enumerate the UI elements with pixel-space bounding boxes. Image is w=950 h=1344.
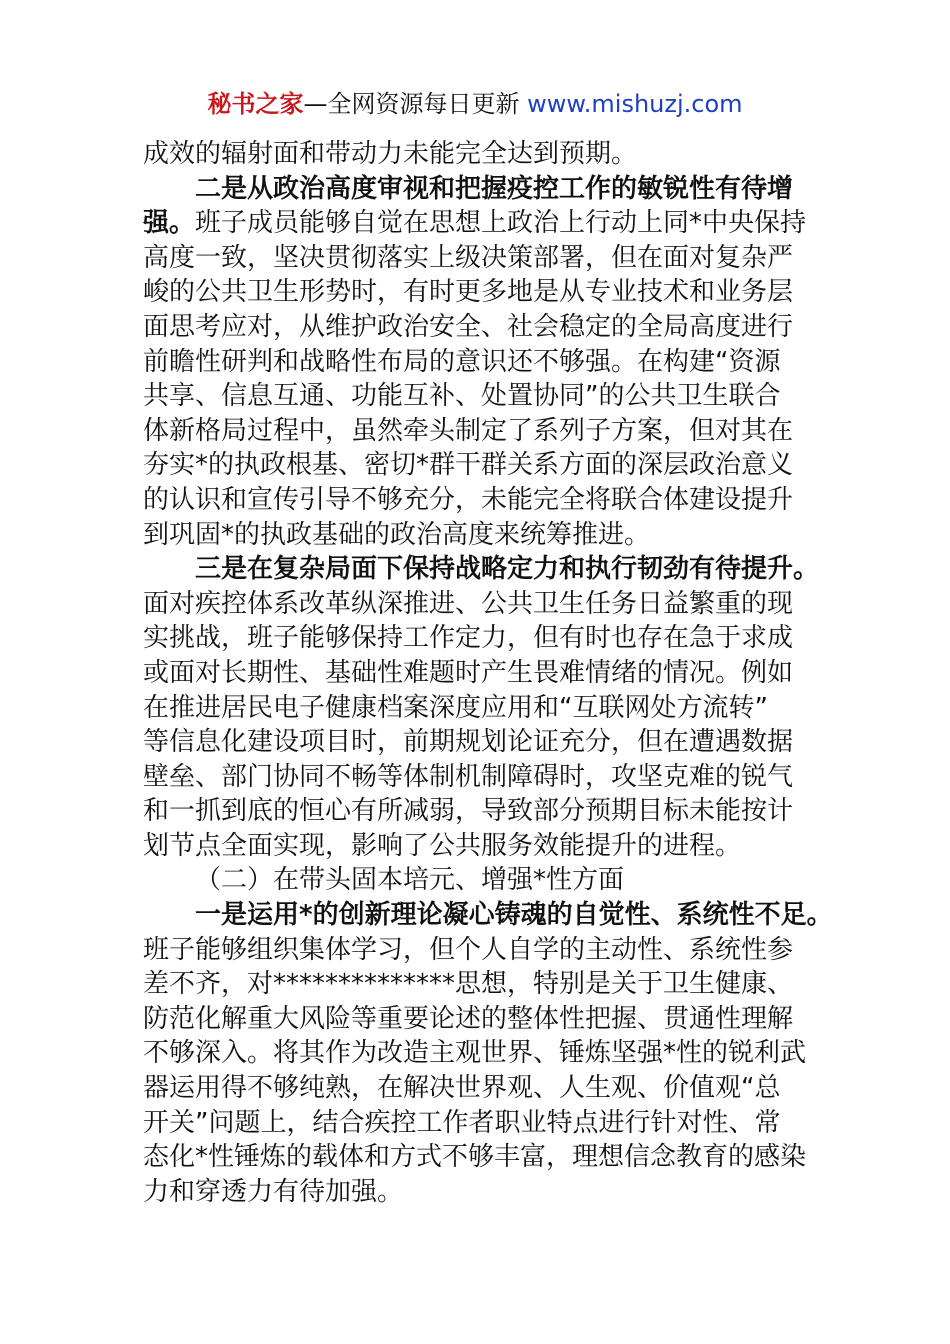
body-text: 前瞻性研判和战略性布局的意识还不够强。在构建“资源: [143, 346, 781, 377]
text-line: [143, 241, 807, 276]
body-text: 高度一致，坚决贯彻落实上级决策部署，但在面对复杂严: [143, 242, 794, 273]
text-line: [143, 898, 833, 933]
text-line: [143, 137, 807, 172]
text-line: [143, 414, 807, 449]
body-text: 态化*性锤炼的载体和方式不够丰富，理想信念教育的感染: [143, 1142, 807, 1173]
body-text: 防范化解重大风险等重要论述的整体性把握、贯通性理解: [143, 1003, 794, 1034]
body-text: 器运用得不够纯熟，在解决世界观、人生观、价值观“总: [143, 1073, 781, 1104]
text-line: [143, 725, 807, 760]
body-text: 的认识和宣传引导不够充分，未能完全将联合体建设提升: [143, 484, 794, 515]
text-line: [143, 1175, 807, 1210]
body-text: （二）在带头固本培元、增强*性方面: [195, 865, 625, 896]
text-line: [143, 587, 807, 622]
text-line: [143, 967, 807, 1002]
text-line: [143, 448, 807, 483]
body-text: 壁垒、部门协同不畅等体制机制障碍时，攻坚克难的锐气: [143, 761, 794, 792]
body-text: 体新格局过程中，虽然牵头制定了系列子方案，但对其在: [143, 415, 794, 446]
text-line: [143, 691, 807, 726]
site-url-link[interactable]: www.mishuzj.com: [527, 90, 743, 118]
body-text: 等信息化建设项目时，前期规划论证充分，但在遭遇数据: [143, 727, 794, 758]
body-text: 差不齐，对**************思想，特别是关于卫生健康、: [143, 969, 794, 1000]
body-text: 在推进居民电子健康档案深度应用和“互联网处方流转”: [143, 692, 768, 723]
body-text: 班子能够组织集体学习，但个人自学的主动性、系统性参: [143, 934, 794, 965]
text-line: [143, 483, 807, 518]
body-text: 划节点全面实现，影响了公共服务效能提升的进程。: [143, 830, 742, 861]
body-text: 成效的辐射面和带动力未能完全达到预期。: [143, 139, 638, 169]
header-slogan: —全网资源每日更新: [303, 90, 528, 118]
text-line: [143, 1106, 807, 1141]
text-line: [143, 172, 807, 207]
body-text: 面思考应对，从维护政治安全、社会稳定的全局高度进行: [143, 311, 794, 342]
text-line: [143, 1140, 807, 1175]
text-line: [143, 379, 807, 414]
document-body: [143, 137, 833, 1209]
text-line: [143, 345, 807, 380]
text-line: [143, 518, 807, 553]
bold-heading-text: 一是运用*的创新理论凝心铸魂的自觉性、系统性不足。: [195, 900, 833, 931]
text-line: [143, 1036, 807, 1071]
bold-heading-text: 三是在复杂局面下保持战略定力和执行韧劲有待提升。: [195, 554, 820, 585]
text-line: [143, 206, 807, 241]
text-line: [143, 621, 807, 656]
bold-heading-text: 二是从政治高度审视和把握疫控工作的敏锐性有待增: [195, 173, 794, 204]
body-text: 面对疾控体系改革纵深推进、公共卫生任务日益繁重的现: [143, 588, 794, 619]
body-text: 夯实*的执政根基、密切*群干群关系方面的深层政治意义: [143, 450, 794, 481]
body-text: 班子成员能够自觉在思想上政治上行动上同*中央保持: [195, 208, 807, 239]
text-line: [143, 794, 807, 829]
text-line: [143, 656, 807, 691]
bold-heading-text: 强。: [143, 208, 196, 239]
body-text: 到巩固*的执政基础的政治高度来统筹推进。: [143, 519, 651, 550]
site-brand: 秘书之家: [207, 90, 304, 118]
text-line: [143, 829, 807, 864]
body-text: 峻的公共卫生形势时，有时更多地是从专业技术和业务层: [143, 277, 794, 308]
text-line: [143, 275, 807, 310]
body-text: 和一抓到底的恒心有所减弱，导致部分预期目标未能按计: [143, 796, 794, 827]
text-line: [143, 310, 807, 345]
text-line: [143, 1071, 807, 1106]
body-text: 不够深入。将其作为改造主观世界、锤炼坚强*性的锐利武: [143, 1038, 807, 1069]
body-text: 开关”问题上，结合疾控工作者职业特点进行针对性、常: [143, 1107, 781, 1138]
text-line: [143, 933, 807, 968]
body-text: 或面对长期性、基础性难题时产生畏难情绪的情况。例如: [143, 657, 794, 688]
text-line: [143, 1002, 807, 1037]
text-line: [143, 760, 807, 795]
body-text: 力和穿透力有待加强。: [143, 1176, 404, 1207]
body-text: 实挑战，班子能够保持工作定力，但有时也存在急于求成: [143, 623, 794, 654]
body-text: 共享、信息互通、功能互补、处置协同”的公共卫生联合: [143, 381, 781, 412]
text-line: [143, 863, 807, 898]
text-line: [143, 552, 820, 587]
site-header: [0, 86, 950, 122]
